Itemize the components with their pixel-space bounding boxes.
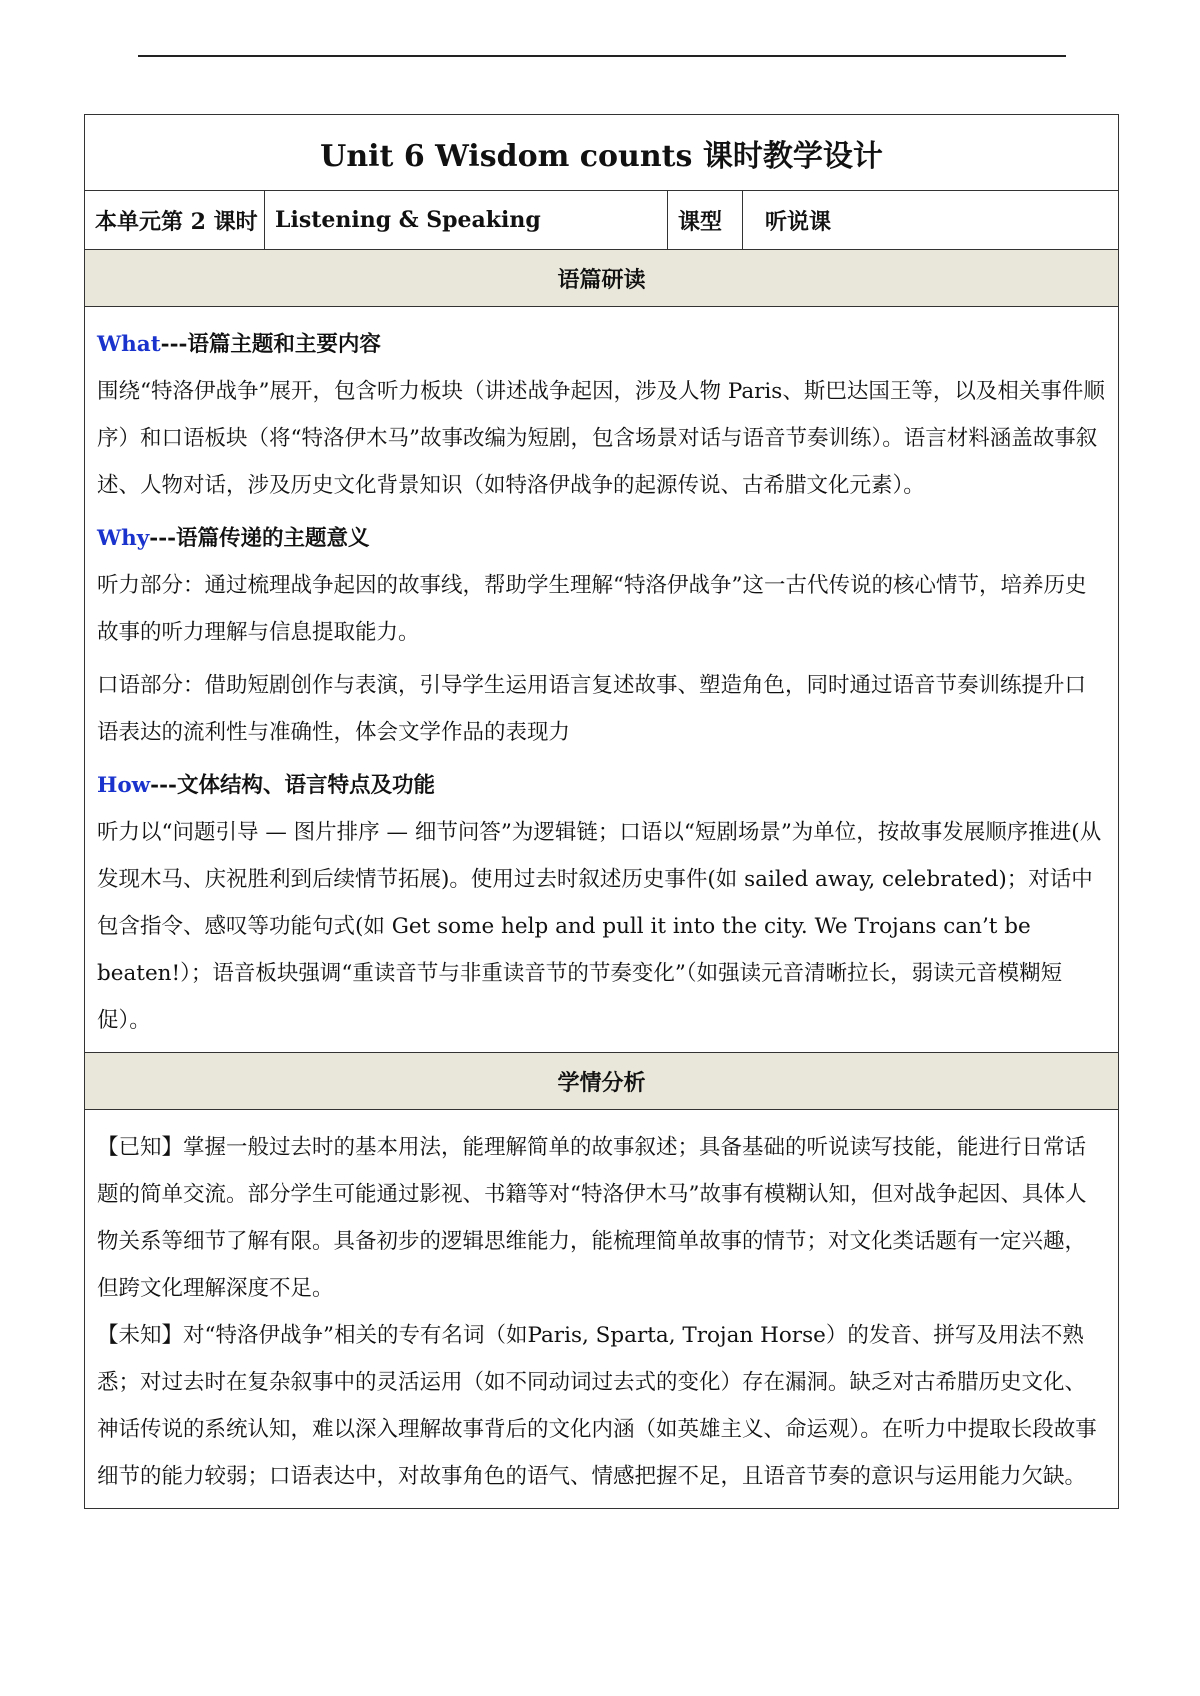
- what-key: What: [97, 332, 161, 357]
- unknown-paragraph: 【未知】对“特洛伊战争”相关的专有名词（如Paris, Sparta, Trojan Horse）的发音、拼写及用法不熟悉；对过去时在复杂叙事中的灵活运用（如不同动词过去式的变化）存在漏洞。缺乏对古希腊历史文化、神话传说的系统认知，难以深入理解故事背后的文化内涵（如英雄主义、命运观）。在听力中提取长段故事细节的能力较弱；口语表达中，对故事角色的语气、情感把握不足，且语音节奏的意识与运用能力欠缺。: [97, 1323, 1097, 1489]
- learner-analysis-content: [85, 1110, 1119, 1509]
- why-listening-paragraph: 听力部分：通过梳理战争起因的故事线，帮助学生理解“特洛伊战争”这一古代传说的核心情节，培养历史故事的听力理解与信息提取能力。: [97, 573, 1087, 645]
- why-heading: [97, 515, 1106, 562]
- header-rule: [138, 55, 1066, 57]
- lesson-type-label: 课型: [668, 191, 743, 250]
- what-body: 围绕“特洛伊战争”展开，包含听力板块（讲述战争起因，涉及人物 Paris、斯巴达国王等，以及相关事件顺序）和口语板块（将“特洛伊木马”故事改编为短剧，包含场景对话与语音节奏训练）。语言材料涵盖故事叙述、人物对话，涉及历史文化背景知识（如特洛伊战争的起源传说、古希腊文化元素）。: [97, 379, 1105, 498]
- lesson-design-table: [84, 114, 1119, 1509]
- lesson-topic-cell: Listening & Speaking: [265, 191, 668, 250]
- what-heading: [97, 321, 1106, 368]
- how-heading: [97, 762, 1106, 809]
- section-title-learner-analysis: 学情分析: [85, 1053, 1119, 1110]
- known-paragraph: 【已知】掌握一般过去时的基本用法，能理解简单的故事叙述；具备基础的听说读写技能，能进行日常话题的简单交流。部分学生可能通过影视、书籍等对“特洛伊木马”故事有模糊认知，但对战争起因、具体人物关系等细节了解有限。具备初步的逻辑思维能力，能梳理简单故事的情节；对文化类话题有一定兴趣，但跨文化理解深度不足。: [97, 1135, 1087, 1301]
- document-title: Unit 6 Wisdom counts 课时教学设计: [85, 115, 1119, 191]
- how-key: How: [97, 773, 151, 798]
- how-label: ---文体结构、语言特点及功能: [150, 773, 435, 798]
- why-key: Why: [97, 526, 150, 551]
- lesson-number-cell: 本单元第 2 课时: [85, 191, 265, 250]
- why-speaking-paragraph: 口语部分：借助短剧创作与表演，引导学生运用语言复述故事、塑造角色，同时通过语音节奏训练提升口语表达的流利性与准确性，体会文学作品的表现力: [97, 673, 1087, 745]
- lesson-type-value: 听说课: [743, 191, 1119, 250]
- why-label: ---语篇传递的主题意义: [149, 526, 370, 551]
- section-title-text-analysis: 语篇研读: [85, 250, 1119, 307]
- how-body: 听力以“问题引导 — 图片排序 — 细节问答”为逻辑链；口语以“短剧场景”为单位，按故事发展顺序推进(从发现木马、庆祝胜利到后续情节拓展)。使用过去时叙述历史事件(如 sailed away, celebrated)；对话中包含指令、感叹等功能句式(如 Get some help and pull it into the city. We Trojans can’t be beaten!）；语音板块强调“重读音节与非重读音节的节奏变化”（如强读元音清晰拉长，弱读元音模糊短促）。: [97, 820, 1102, 1033]
- text-analysis-content: [85, 307, 1119, 1053]
- what-label: ---语篇主题和主要内容: [160, 332, 381, 357]
